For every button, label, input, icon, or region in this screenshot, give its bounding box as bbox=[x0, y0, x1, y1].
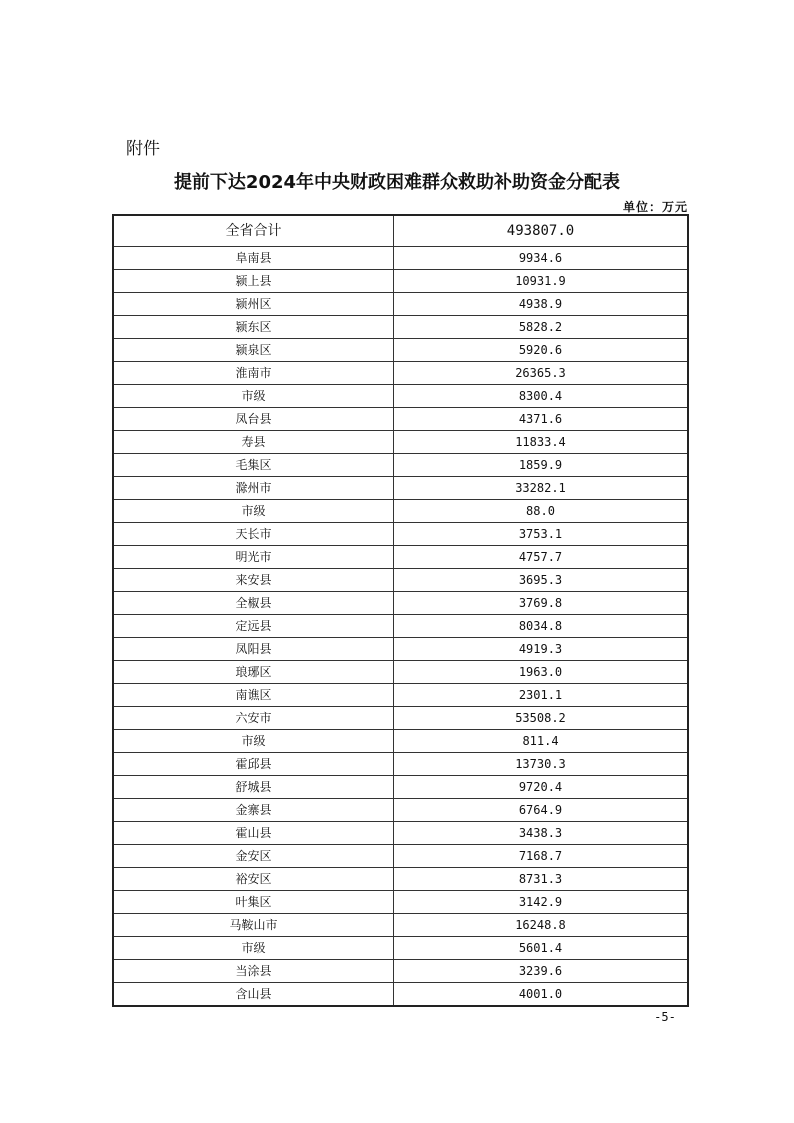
table-row bbox=[113, 983, 688, 1007]
region-cell: 当涂县 bbox=[113, 960, 394, 983]
region-cell: 颍州区 bbox=[113, 293, 394, 316]
region-cell: 南谯区 bbox=[113, 684, 394, 707]
region-cell: 舒城县 bbox=[113, 776, 394, 799]
region-cell: 金安区 bbox=[113, 845, 394, 868]
table-row bbox=[113, 454, 688, 477]
region-cell: 琅琊区 bbox=[113, 661, 394, 684]
table-row bbox=[113, 546, 688, 569]
region-cell: 全省合计 bbox=[113, 215, 394, 247]
amount-cell: 3438.3 bbox=[394, 822, 689, 845]
table-row bbox=[113, 684, 688, 707]
region-cell: 裕安区 bbox=[113, 868, 394, 891]
amount-cell: 3142.9 bbox=[394, 891, 689, 914]
amount-cell: 9720.4 bbox=[394, 776, 689, 799]
amount-cell: 4919.3 bbox=[394, 638, 689, 661]
allocation-table bbox=[112, 214, 689, 1007]
table-row bbox=[113, 891, 688, 914]
table-row bbox=[113, 615, 688, 638]
table-row bbox=[113, 638, 688, 661]
table-row bbox=[113, 569, 688, 592]
amount-cell: 53508.2 bbox=[394, 707, 689, 730]
amount-cell: 5601.4 bbox=[394, 937, 689, 960]
page-number: -5- bbox=[654, 1010, 676, 1024]
table-row bbox=[113, 477, 688, 500]
region-cell: 寿县 bbox=[113, 431, 394, 454]
region-cell: 颍上县 bbox=[113, 270, 394, 293]
region-cell: 淮南市 bbox=[113, 362, 394, 385]
unit-label: 单位：万元 bbox=[622, 200, 688, 214]
amount-cell: 10931.9 bbox=[394, 270, 689, 293]
amount-cell: 7168.7 bbox=[394, 845, 689, 868]
table-row bbox=[113, 937, 688, 960]
amount-cell: 3769.8 bbox=[394, 592, 689, 615]
region-cell: 阜南县 bbox=[113, 247, 394, 270]
region-cell: 六安市 bbox=[113, 707, 394, 730]
table-row bbox=[113, 730, 688, 753]
amount-cell: 4757.7 bbox=[394, 546, 689, 569]
region-cell: 天长市 bbox=[113, 523, 394, 546]
amount-cell: 3695.3 bbox=[394, 569, 689, 592]
table-row bbox=[113, 293, 688, 316]
amount-cell: 26365.3 bbox=[394, 362, 689, 385]
amount-cell: 811.4 bbox=[394, 730, 689, 753]
region-cell: 凤阳县 bbox=[113, 638, 394, 661]
amount-cell: 493807.0 bbox=[394, 215, 689, 247]
amount-cell: 13730.3 bbox=[394, 753, 689, 776]
amount-cell: 16248.8 bbox=[394, 914, 689, 937]
region-cell: 毛集区 bbox=[113, 454, 394, 477]
amount-cell: 8731.3 bbox=[394, 868, 689, 891]
allocation-table-body bbox=[113, 215, 688, 1006]
table-row bbox=[113, 753, 688, 776]
table-row bbox=[113, 500, 688, 523]
region-cell: 市级 bbox=[113, 500, 394, 523]
region-cell: 定远县 bbox=[113, 615, 394, 638]
region-cell: 市级 bbox=[113, 385, 394, 408]
attachment-label: 附件 bbox=[126, 139, 160, 159]
table-row bbox=[113, 270, 688, 293]
amount-cell: 6764.9 bbox=[394, 799, 689, 822]
table-row bbox=[113, 523, 688, 546]
amount-cell: 1859.9 bbox=[394, 454, 689, 477]
region-cell: 霍邱县 bbox=[113, 753, 394, 776]
table-row bbox=[113, 661, 688, 684]
region-cell: 颍泉区 bbox=[113, 339, 394, 362]
amount-cell: 33282.1 bbox=[394, 477, 689, 500]
table-row bbox=[113, 799, 688, 822]
table-row bbox=[113, 408, 688, 431]
amount-cell: 11833.4 bbox=[394, 431, 689, 454]
region-cell: 颍东区 bbox=[113, 316, 394, 339]
table-row bbox=[113, 845, 688, 868]
region-cell: 霍山县 bbox=[113, 822, 394, 845]
table-row bbox=[113, 385, 688, 408]
document-title: 提前下达2024年中央财政困难群众救助补助资金分配表 bbox=[173, 172, 621, 193]
table-row bbox=[113, 960, 688, 983]
total-row bbox=[113, 215, 688, 247]
amount-cell: 9934.6 bbox=[394, 247, 689, 270]
region-cell: 市级 bbox=[113, 937, 394, 960]
table-row bbox=[113, 707, 688, 730]
amount-cell: 8300.4 bbox=[394, 385, 689, 408]
region-cell: 来安县 bbox=[113, 569, 394, 592]
table-row bbox=[113, 247, 688, 270]
amount-cell: 8034.8 bbox=[394, 615, 689, 638]
table-row bbox=[113, 362, 688, 385]
table-row bbox=[113, 316, 688, 339]
table-row bbox=[113, 914, 688, 937]
table-row bbox=[113, 431, 688, 454]
table-row bbox=[113, 339, 688, 362]
amount-cell: 2301.1 bbox=[394, 684, 689, 707]
amount-cell: 5828.2 bbox=[394, 316, 689, 339]
amount-cell: 4938.9 bbox=[394, 293, 689, 316]
table-row bbox=[113, 592, 688, 615]
region-cell: 滁州市 bbox=[113, 477, 394, 500]
amount-cell: 1963.0 bbox=[394, 661, 689, 684]
table-row bbox=[113, 776, 688, 799]
region-cell: 明光市 bbox=[113, 546, 394, 569]
amount-cell: 4371.6 bbox=[394, 408, 689, 431]
region-cell: 叶集区 bbox=[113, 891, 394, 914]
amount-cell: 3753.1 bbox=[394, 523, 689, 546]
region-cell: 金寨县 bbox=[113, 799, 394, 822]
amount-cell: 3239.6 bbox=[394, 960, 689, 983]
amount-cell: 4001.0 bbox=[394, 983, 689, 1007]
table-row bbox=[113, 822, 688, 845]
region-cell: 含山县 bbox=[113, 983, 394, 1007]
region-cell: 马鞍山市 bbox=[113, 914, 394, 937]
region-cell: 市级 bbox=[113, 730, 394, 753]
region-cell: 全椒县 bbox=[113, 592, 394, 615]
table-row bbox=[113, 868, 688, 891]
amount-cell: 88.0 bbox=[394, 500, 689, 523]
region-cell: 凤台县 bbox=[113, 408, 394, 431]
amount-cell: 5920.6 bbox=[394, 339, 689, 362]
